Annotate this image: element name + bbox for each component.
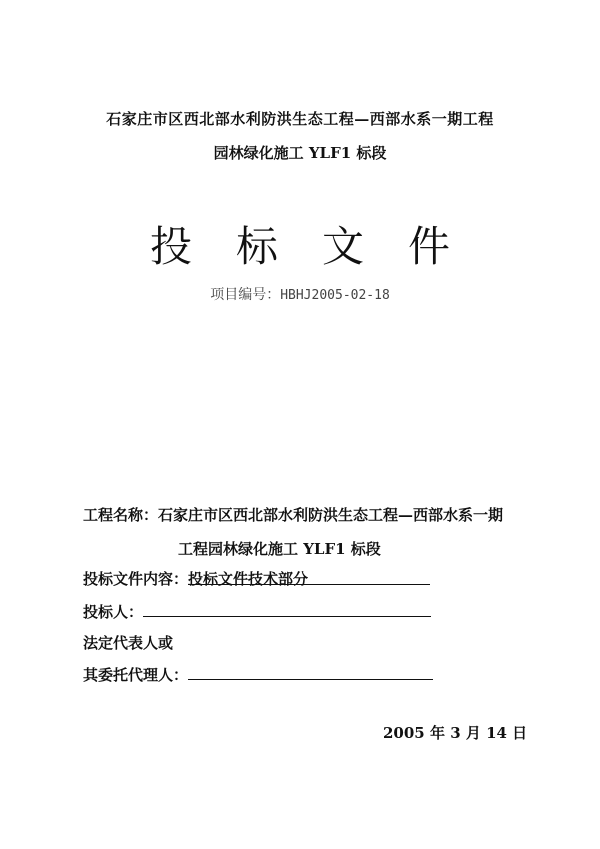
agent-label: 其委托代理人：	[83, 666, 189, 684]
bid-content-label: 投标文件内容：	[83, 570, 189, 588]
project-title-line-2: 园林绿化施工 YLF1 标段	[213, 144, 387, 162]
project-number-value: HBHJ2005-02-18	[280, 288, 390, 303]
bid-content-field	[83, 568, 430, 589]
project-name-value-line-2: 工程园林绿化施工 YLF1 标段	[178, 540, 381, 558]
bidder-field	[83, 600, 431, 622]
project-name-field	[83, 504, 503, 525]
project-number	[0, 284, 600, 304]
project-number-label: 项目编号：	[210, 287, 281, 303]
project-name-label: 工程名称：	[83, 506, 159, 524]
agent-blank-line	[188, 663, 433, 680]
document-date: 2005 年 3 月 14 日	[383, 724, 528, 742]
project-name-value-line-1: 石家庄市区西北部水利防洪生态工程—西部水系一期	[158, 506, 504, 524]
document-title: 投标文件	[149, 222, 494, 271]
agent-field	[83, 663, 433, 685]
bidder-label: 投标人：	[83, 603, 144, 621]
bidder-blank-line	[143, 600, 431, 617]
project-title-line-1: 石家庄市区西北部水利防洪生态工程—西部水系一期工程	[106, 110, 494, 128]
bid-content-value: 投标文件技术部分	[188, 568, 430, 585]
legal-representative-label: 法定代表人或	[83, 634, 174, 652]
